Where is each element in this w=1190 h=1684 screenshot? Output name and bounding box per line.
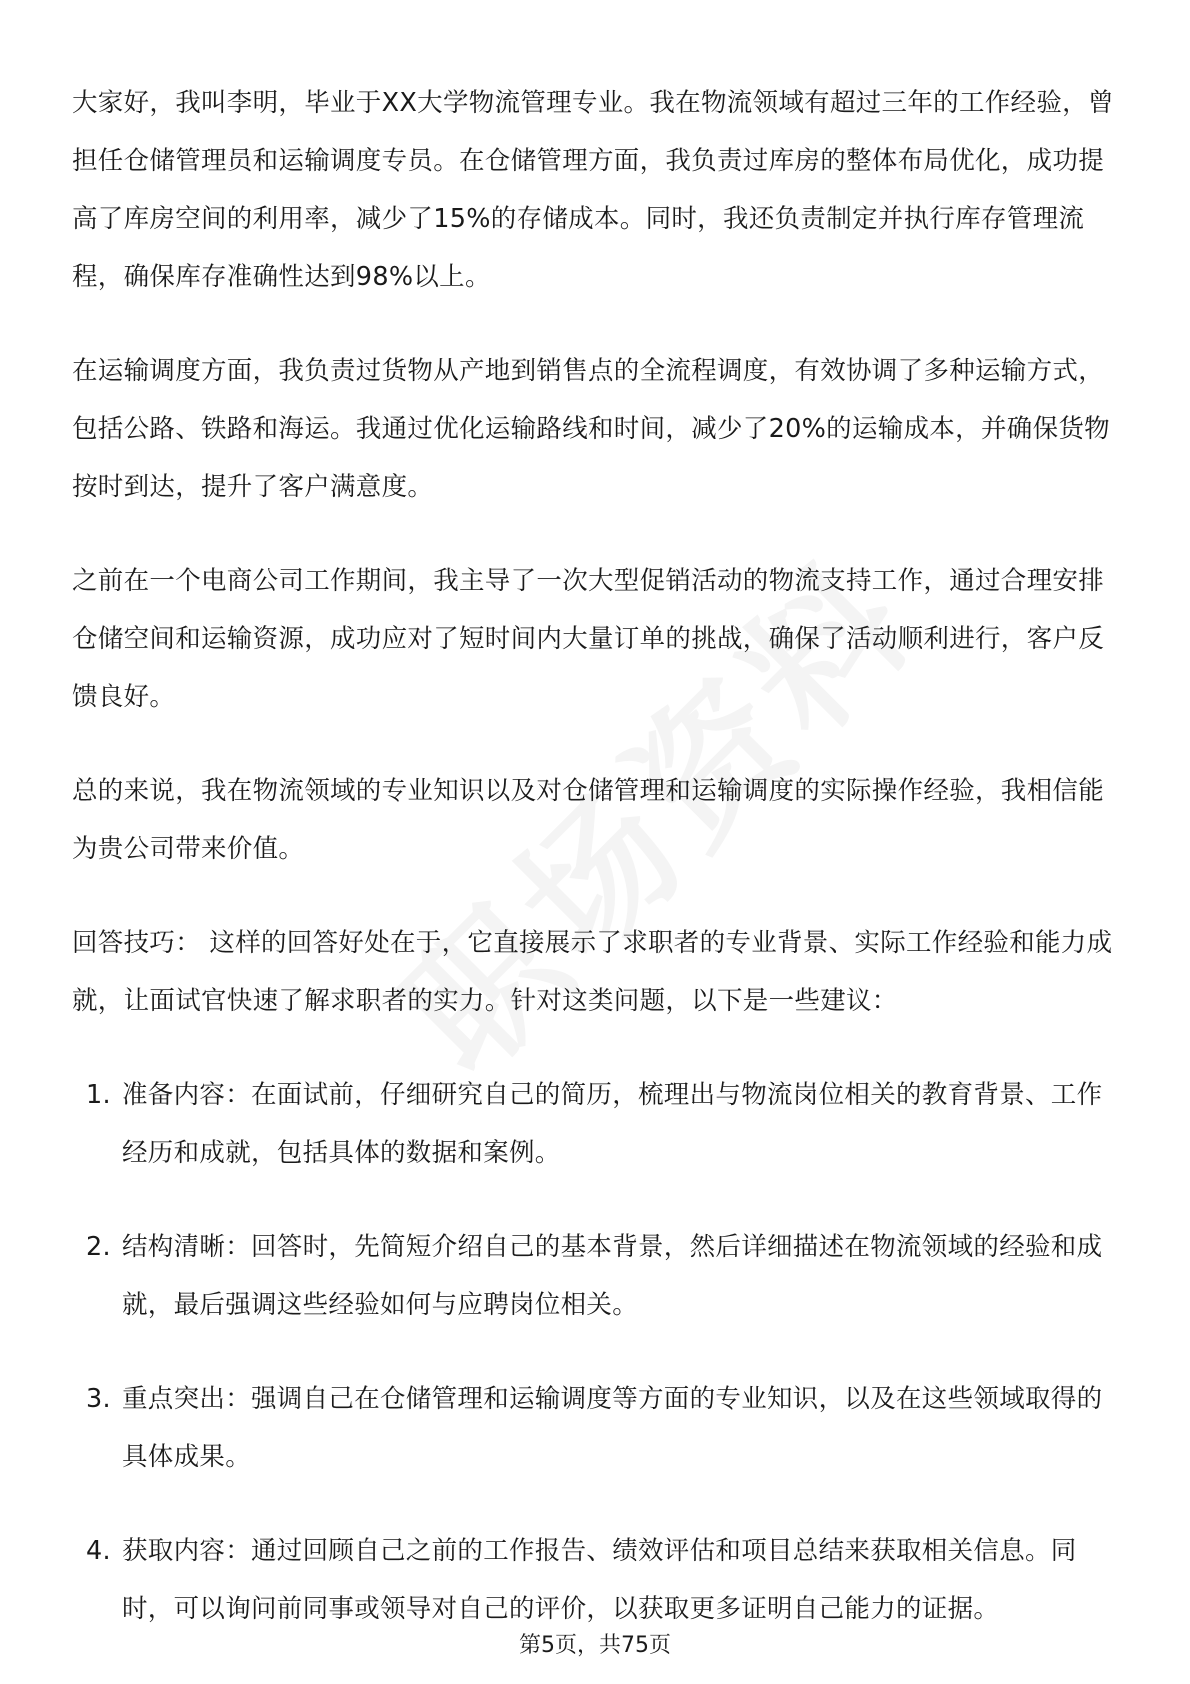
list-item bbox=[72, 1066, 1122, 1182]
page-footer bbox=[0, 1628, 1190, 1659]
paragraph-ecommerce: 之前在一个电商公司工作期间，我主导了一次大型促销活动的物流支持工作，通过合理安排仓储空间和运输资源，成功应对了短时间内大量订单的挑战，确保了活动顺利进行，客户反馈良好。 bbox=[72, 566, 1105, 712]
page-number-label: 第5页，共75页 bbox=[519, 1633, 671, 1658]
list-number: 4. bbox=[86, 1536, 111, 1566]
list-text: 获取内容：通过回顾自己之前的工作报告、绩效评估和项目总结来获取相关信息。同时，可以询问前同事或领导对自己的评价，以获取更多证明自己能力的证据。 bbox=[122, 1536, 1077, 1624]
list-number: 2. bbox=[86, 1232, 111, 1262]
list-text: 准备内容：在面试前，仔细研究自己的简历，梳理出与物流岗位相关的教育背景、工作经历和成就，包括具体的数据和案例。 bbox=[122, 1080, 1103, 1168]
paragraph-transport: 在运输调度方面，我负责过货物从产地到销售点的全流程调度，有效协调了多种运输方式，包括公路、铁路和海运。我通过优化运输路线和时间，减少了20%的运输成本，并确保货物按时到达，提升了客户满意度。 bbox=[72, 356, 1110, 502]
tips-list bbox=[72, 1066, 1122, 1638]
list-text: 结构清晰：回答时，先简短介绍自己的基本背景，然后详细描述在物流领域的经验和成就，最后强调这些经验如何与应聘岗位相关。 bbox=[122, 1232, 1103, 1320]
paragraph-tips: 回答技巧： 这样的回答好处在于，它直接展示了求职者的专业背景、实际工作经验和能力成就，让面试官快速了解求职者的实力。针对这类问题，以下是一些建议： bbox=[72, 928, 1113, 1016]
list-item bbox=[72, 1370, 1122, 1486]
list-number: 1. bbox=[86, 1080, 111, 1110]
document-body bbox=[72, 74, 1122, 1674]
list-item bbox=[72, 1522, 1122, 1638]
list-item bbox=[72, 1218, 1122, 1334]
list-number: 3. bbox=[86, 1384, 111, 1414]
list-text: 重点突出：强调自己在仓储管理和运输调度等方面的专业知识，以及在这些领域取得的具体成果。 bbox=[122, 1384, 1103, 1472]
paragraph-summary: 总的来说，我在物流领域的专业知识以及对仓储管理和运输调度的实际操作经验，我相信能为贵公司带来价值。 bbox=[72, 776, 1105, 864]
paragraph-intro: 大家好，我叫李明，毕业于XX大学物流管理专业。我在物流领域有超过三年的工作经验，曾担任仓储管理员和运输调度专员。在仓储管理方面，我负责过库房的整体布局优化，成功提高了库房空间的利用率，减少了15%的存储成本。同时，我还负责制定并执行库存管理流程，确保库存准确性达到98%以上。 bbox=[72, 88, 1114, 292]
